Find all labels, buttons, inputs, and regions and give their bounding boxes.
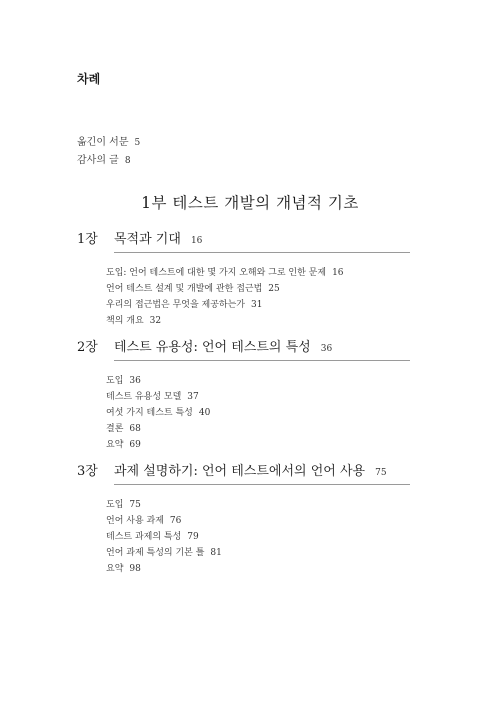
entry-label: 감사의 글: [77, 155, 119, 166]
entry-label: 테스트 과제의 특성: [106, 532, 182, 542]
chapter-heading[interactable]: [77, 228, 410, 252]
chapter-1: [77, 228, 410, 329]
section-entry[interactable]: [106, 281, 410, 297]
section-entry[interactable]: [106, 545, 410, 561]
toc-heading: 차례: [77, 72, 101, 86]
section-entry[interactable]: [106, 421, 410, 437]
entry-label: 테스트 유용성 모델: [106, 392, 182, 402]
chapter-title: 과제 설명하기: 언어 테스트에서의 언어 사용: [114, 464, 366, 479]
entry-page-number: 36: [129, 376, 141, 386]
section-entry[interactable]: [106, 561, 410, 577]
chapter-title: 목적과 기대: [114, 232, 181, 247]
entry-page-number: 8: [124, 156, 131, 166]
entry-label: 도입: [106, 376, 124, 386]
chapter-2: [77, 336, 410, 453]
chapter-number: 2장: [77, 340, 98, 355]
chapter-title: 테스트 유용성: 언어 테스트의 특성: [114, 340, 311, 355]
chapter-divider: [114, 252, 410, 253]
entry-page-number: 81: [210, 548, 222, 558]
entry-label: 옮긴이 서문: [77, 137, 129, 148]
entry-label: 언어 사용 과제: [106, 516, 164, 526]
entry-label: 요약: [106, 440, 124, 450]
section-entry[interactable]: [106, 313, 410, 329]
chapter-page-number: 75: [375, 468, 387, 478]
part-title: 1부 테스트 개발의 개념적 기초: [141, 194, 359, 212]
section-entry[interactable]: [106, 405, 410, 421]
front-matter-item[interactable]: [77, 152, 140, 170]
entry-label: 도입: 언어 테스트에 대한 몇 가지 오해와 그로 인한 문제: [106, 268, 327, 278]
chapter-page-number: 16: [190, 236, 203, 246]
chapter-heading[interactable]: [77, 336, 410, 360]
section-entry[interactable]: [106, 529, 410, 545]
section-entry[interactable]: [106, 373, 410, 389]
section-entry[interactable]: [106, 497, 410, 513]
entry-page-number: 40: [198, 408, 211, 418]
section-list: [106, 373, 410, 453]
entry-page-number: 75: [129, 500, 141, 510]
entry-label: 언어 과제 특성의 기본 틀: [106, 548, 205, 558]
entry-page-number: 32: [149, 316, 162, 326]
entry-page-number: 79: [187, 532, 199, 542]
entry-label: 우리의 접근법은 무엇을 제공하는가: [106, 300, 245, 310]
entry-page-number: 37: [187, 392, 199, 402]
entry-label: 여섯 가지 테스트 특성: [106, 408, 193, 418]
entry-label: 언어 테스트 설계 및 개발에 관한 접근법: [106, 284, 263, 294]
entry-page-number: 98: [129, 564, 141, 574]
section-entry[interactable]: [106, 297, 410, 313]
front-matter-list: [77, 134, 140, 170]
chapter-page-number: 36: [320, 344, 333, 354]
entry-label: 결론: [106, 424, 124, 434]
front-matter-item[interactable]: [77, 134, 140, 152]
chapter-number: 3장: [77, 464, 98, 479]
entry-label: 도입: [106, 500, 124, 510]
chapter-divider: [114, 360, 410, 361]
section-list: [106, 497, 410, 577]
entry-page-number: 76: [169, 516, 182, 526]
chapter-3: [77, 460, 410, 577]
chapter-heading[interactable]: [77, 460, 410, 484]
entry-page-number: 16: [332, 268, 344, 278]
entry-page-number: 31: [251, 300, 263, 310]
section-entry[interactable]: [106, 513, 410, 529]
entry-page-number: 25: [268, 284, 280, 294]
entry-page-number: 69: [129, 440, 141, 450]
entry-label: 책의 개요: [106, 316, 144, 326]
section-entry[interactable]: [106, 389, 410, 405]
chapter-number: 1장: [77, 232, 98, 247]
entry-page-number: 5: [134, 138, 141, 148]
entry-label: 요약: [106, 564, 124, 574]
entry-page-number: 68: [129, 424, 141, 434]
section-list: [106, 265, 410, 329]
section-entry[interactable]: [106, 265, 410, 281]
chapter-divider: [114, 484, 410, 485]
section-entry[interactable]: [106, 437, 410, 453]
